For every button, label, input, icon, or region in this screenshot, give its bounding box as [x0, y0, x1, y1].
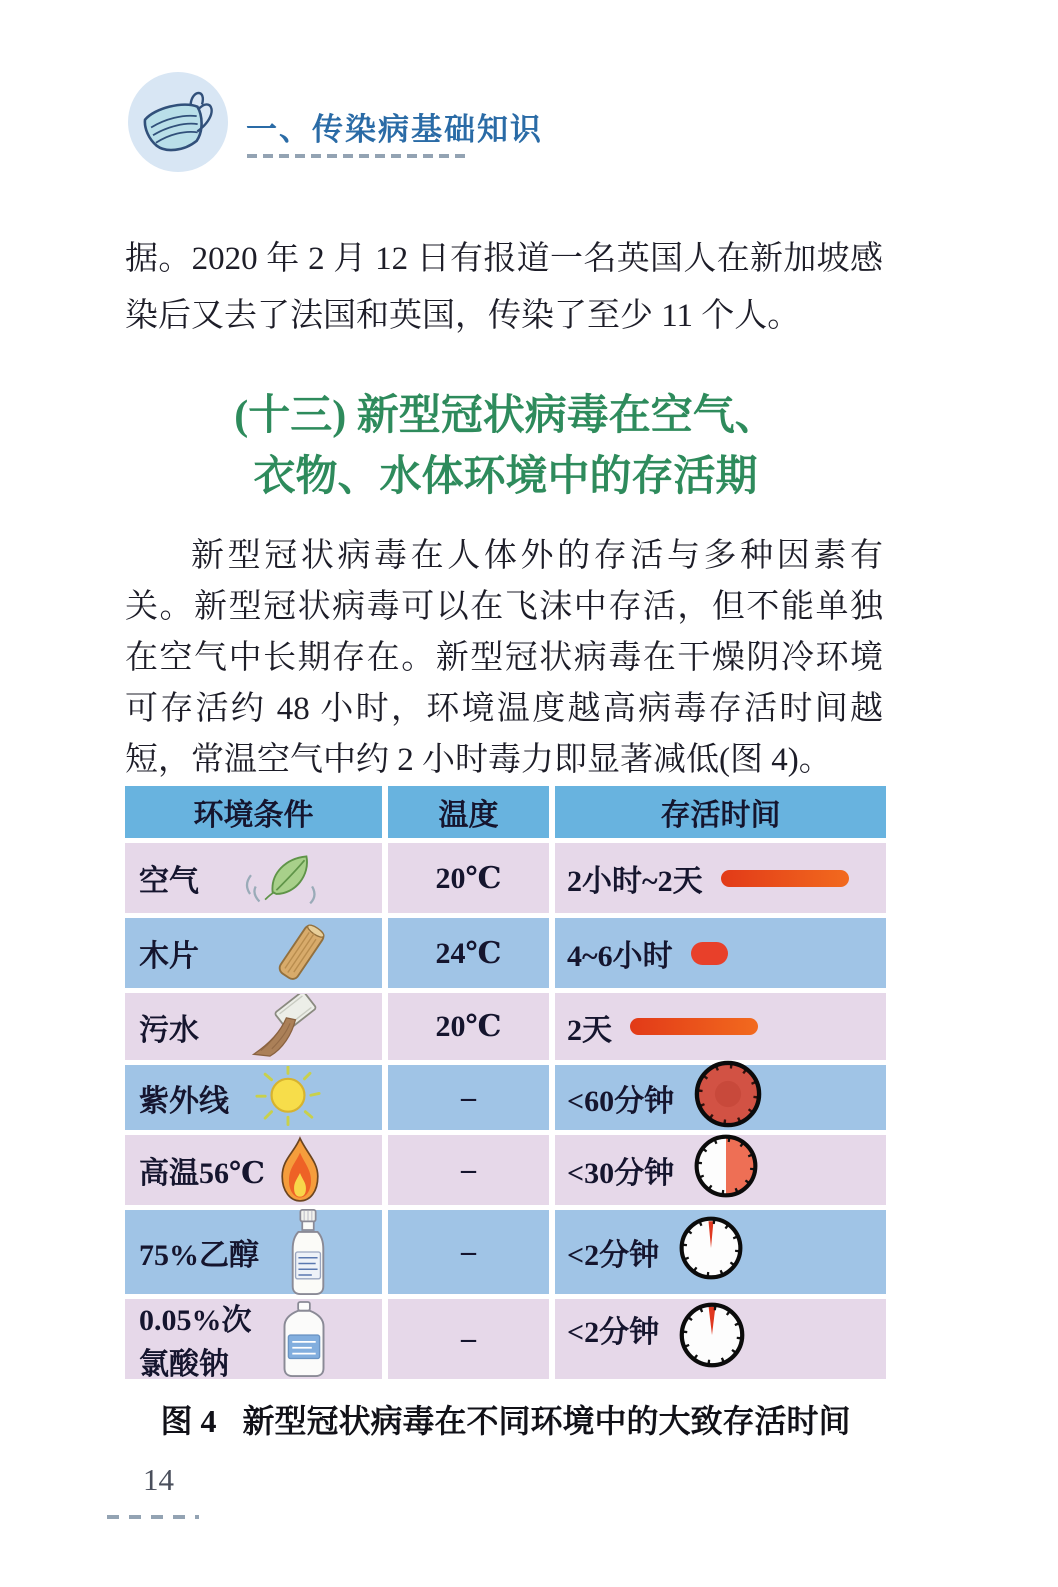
body-paragraph: 新型冠状病毒在人体外的存活与多种因素有关。新型冠状病毒可以在飞沫中存活，但不能单独在空气中长期存在。新型冠状病毒在干燥阴冷环境可存活约 48 小时，环境温度越高病毒存活时间越短，常温空气中约 2 小时毒力即显著减低(图 4)。	[125, 538, 883, 778]
survival-label: 2小时~2天	[567, 865, 703, 898]
temperature-cell: –	[388, 1065, 549, 1130]
survival-cell	[555, 1135, 886, 1205]
duration-bar	[691, 942, 728, 965]
survival-table	[125, 786, 886, 1379]
temperature-cell: –	[388, 1135, 549, 1205]
figure-caption-label: 图 4	[160, 1403, 217, 1439]
bleach-bottle-icon	[278, 1300, 330, 1378]
condition-label: 木片	[139, 940, 199, 973]
header-cell-survival: 存活时间	[555, 786, 886, 838]
survival-cell	[555, 843, 886, 913]
clock-needle-icon	[677, 1300, 747, 1378]
section-heading-line2: 衣物、水体环境中的存活期	[253, 454, 758, 500]
condition-cell	[125, 1210, 382, 1294]
survival-cell	[555, 1065, 886, 1130]
temperature-cell: –	[388, 1210, 549, 1294]
temperature-cell: 24℃	[388, 918, 549, 988]
flame-icon	[270, 1134, 330, 1206]
survival-label: <2分钟	[567, 1239, 660, 1272]
survival-label: <60分钟	[567, 1084, 675, 1118]
face-mask-icon	[126, 70, 230, 174]
header-cell-temperature: 温度	[388, 786, 549, 838]
survival-cell	[555, 1210, 886, 1294]
ethanol-bottle-icon	[286, 1208, 330, 1296]
condition-cell	[125, 843, 382, 913]
leaf-icon	[234, 847, 330, 909]
clock-half-icon	[692, 1132, 760, 1208]
temperature-cell: 20℃	[388, 993, 549, 1060]
condition-label: 75%乙醇	[139, 1239, 259, 1272]
survival-label: 2天	[567, 1013, 612, 1047]
survival-cell	[555, 993, 886, 1060]
header-cell-condition: 环境条件	[125, 786, 382, 838]
condition-cell	[125, 1299, 382, 1379]
section-heading	[125, 386, 886, 508]
intro-paragraph: 据。2020 年 2 月 12 日有报道一名英国人在新加坡感染后又去了法国和英国，传染了至少 11 个人。	[125, 241, 883, 334]
footer-dashed-rule	[107, 1515, 199, 1519]
page-number: 14	[143, 1462, 174, 1497]
clock-needle-icon	[677, 1214, 745, 1290]
condition-cell	[125, 1135, 382, 1205]
condition-label: 污水	[139, 1013, 199, 1047]
clock-full-icon	[692, 1058, 764, 1138]
condition-label: 0.05%次氯酸钠	[139, 1304, 252, 1381]
survival-cell	[555, 918, 886, 988]
temperature-cell: 20℃	[388, 843, 549, 913]
condition-cell	[125, 1065, 382, 1130]
chapter-title: 一、传染病基础知识	[246, 112, 543, 147]
condition-cell	[125, 918, 382, 988]
section-heading-line1: (十三) 新型冠状病毒在空气、	[234, 393, 777, 439]
sun-icon	[246, 1066, 330, 1130]
duration-bar	[630, 1018, 758, 1035]
survival-label: <2分钟	[567, 1316, 660, 1349]
survival-label: <30分钟	[567, 1157, 675, 1190]
chapter-dashed-rule	[247, 154, 465, 158]
figure-caption-text: 新型冠状病毒在不同环境中的大致存活时间	[242, 1403, 851, 1439]
wood-chip-icon	[272, 920, 330, 986]
survival-label: 4~6小时	[567, 940, 673, 973]
duration-bar	[721, 870, 849, 887]
condition-cell	[125, 993, 382, 1060]
condition-label: 空气	[139, 865, 199, 898]
sewage-pour-icon	[230, 994, 330, 1060]
temperature-cell: –	[388, 1299, 549, 1379]
condition-label: 紫外线	[139, 1084, 229, 1118]
figure-caption	[125, 1396, 886, 1442]
chapter-header	[126, 70, 726, 180]
condition-label: 高温56℃	[139, 1157, 265, 1190]
survival-cell	[555, 1299, 886, 1379]
